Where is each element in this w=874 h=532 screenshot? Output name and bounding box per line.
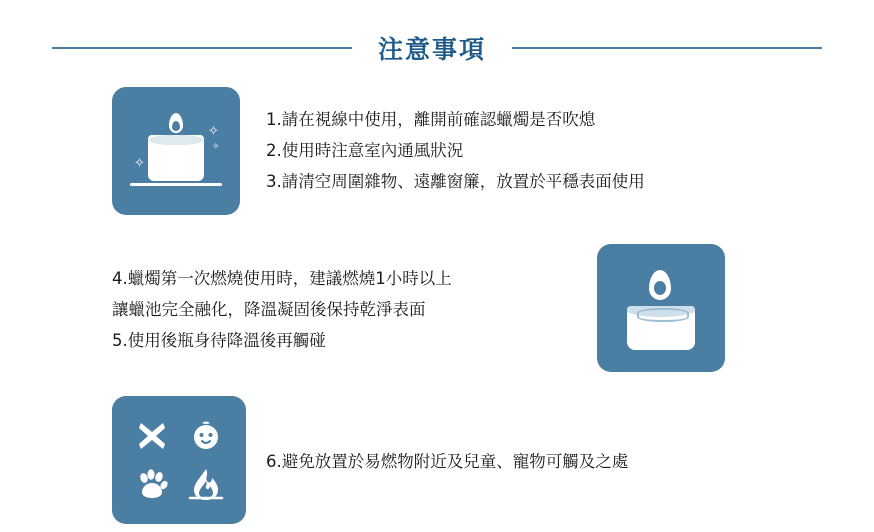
wax-ring-shape bbox=[637, 308, 689, 322]
instruction-line: 讓蠟池完全融化，降溫凝固後保持乾淨表面 bbox=[112, 300, 426, 319]
x-mark-icon bbox=[130, 414, 174, 458]
instruction-line: 2.使用時注意室內通風狀況 bbox=[266, 141, 464, 160]
instruction-block-one bbox=[266, 104, 645, 197]
fire-icon bbox=[184, 462, 228, 506]
sparkle-icon: ✧ bbox=[212, 142, 220, 152]
sparkle-icon: ✧ bbox=[134, 156, 145, 171]
wax-drop-shape bbox=[649, 270, 671, 300]
header-rule-left bbox=[52, 47, 352, 49]
melted-wax-icon bbox=[597, 244, 725, 372]
baby-face-icon bbox=[184, 414, 228, 458]
instruction-line: 4.蠟燭第一次燃燒使用時，建議燃燒1小時以上 bbox=[112, 269, 452, 288]
candle-icon bbox=[112, 87, 240, 215]
candle-jar-shape bbox=[148, 135, 204, 181]
instruction-line: 1.請在視線中使用，離開前確認蠟燭是否吹熄 bbox=[266, 110, 596, 129]
warning-icon bbox=[112, 396, 246, 524]
header-rule-right bbox=[512, 47, 822, 49]
wax-jar-shape bbox=[627, 306, 695, 350]
instruction-line: 3.請清空周圍雜物、遠離窗簾，放置於平穩表面使用 bbox=[266, 172, 645, 191]
instruction-line: 5.使用後瓶身待降溫後再觸碰 bbox=[112, 331, 326, 350]
page-title: 注意事項 bbox=[377, 35, 486, 64]
page-header bbox=[0, 28, 874, 68]
instruction-line: 6.避免放置於易燃物附近及兒童、寵物可觸及之處 bbox=[266, 452, 629, 471]
sparkle-icon: ✧ bbox=[208, 124, 219, 139]
instruction-block-three bbox=[266, 446, 628, 477]
flame-shape bbox=[169, 113, 183, 133]
instruction-block-two bbox=[112, 263, 452, 356]
paw-print-icon bbox=[130, 462, 174, 506]
candle-base-line bbox=[130, 183, 222, 186]
